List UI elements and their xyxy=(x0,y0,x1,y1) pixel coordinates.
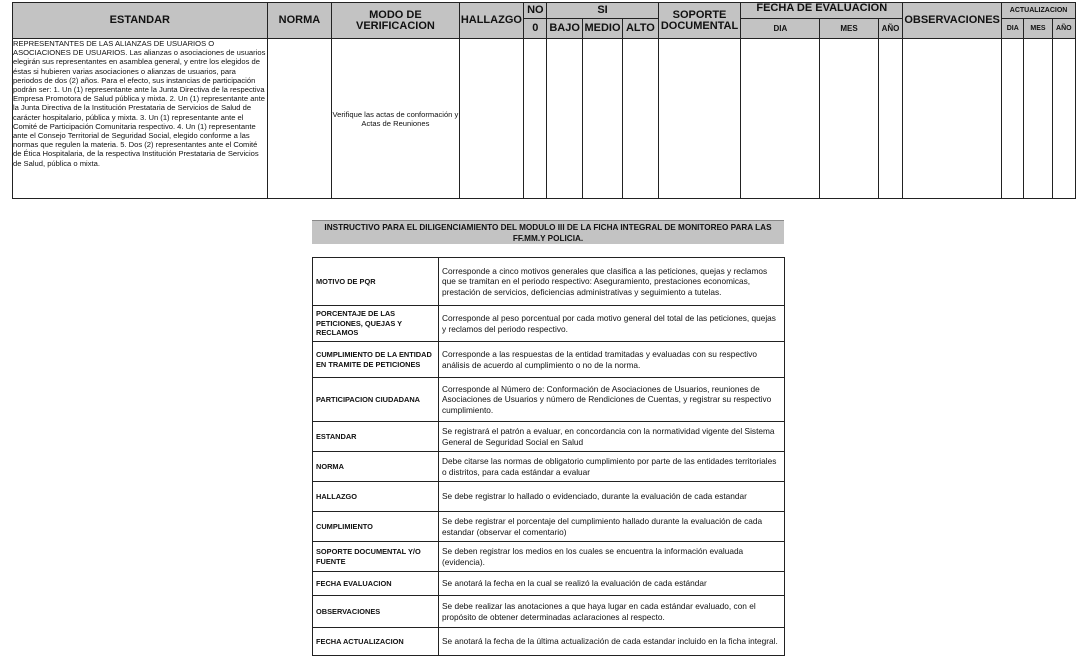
header-medio: MEDIO xyxy=(582,19,622,39)
term-fecha-actualizacion: FECHA ACTUALIZACION xyxy=(313,628,439,656)
table-row xyxy=(313,342,785,378)
header-bajo: BAJO xyxy=(547,19,582,39)
desc-cumplimiento: Se debe registrar el porcentaje del cumplimiento hallado durante la evaluación de cada estandar (observar el comentario) xyxy=(439,512,785,542)
header-mes: MES xyxy=(820,19,879,39)
table-row xyxy=(313,542,785,572)
table-row xyxy=(313,596,785,628)
term-porcentaje: PORCENTAJE DE LAS PETICIONES, QUEJAS Y RECLAMOS xyxy=(313,306,439,342)
header-actualizacion-mes: MES xyxy=(1024,19,1052,39)
table-row xyxy=(313,512,785,542)
header-dia: DIA xyxy=(741,19,820,39)
term-participacion: PARTICIPACION CIUDADANA xyxy=(313,378,439,422)
header-soporte-documental: SOPORTE DOCUMENTAL xyxy=(658,3,741,39)
term-observaciones: OBSERVACIONES xyxy=(313,596,439,628)
actualizacion-mes-cell xyxy=(1024,39,1052,199)
table-row xyxy=(313,258,785,306)
bajo-cell xyxy=(547,39,582,199)
term-cumplimiento: CUMPLIMIENTO xyxy=(313,512,439,542)
hallazgo-cell xyxy=(459,39,524,199)
table-row xyxy=(313,452,785,482)
header-no: NO xyxy=(524,3,547,19)
norma-cell xyxy=(267,39,332,199)
desc-fecha-actualizacion: Se anotará la fecha de la última actualización de cada estandar incluido en la ficha integral. xyxy=(439,628,785,656)
desc-porcentaje: Corresponde al peso porcentual por cada motivo general del total de las peticiones, quejas y reclamos del periodo respectivo. xyxy=(439,306,785,342)
header-alto: ALTO xyxy=(623,19,658,39)
desc-observaciones: Se debe realizar las anotaciones a que haya lugar en cada estándar evaluado, con el propósito de obtener determinadas aclaraciones al respecto. xyxy=(439,596,785,628)
desc-norma: Debe citarse las normas de obligatorio cumplimiento por parte de las entidades territoriales o distritos, para cada estándar a evaluar xyxy=(439,452,785,482)
table-row xyxy=(313,378,785,422)
table-row xyxy=(313,572,785,596)
term-estandar: ESTANDAR xyxy=(313,422,439,452)
table-row xyxy=(13,39,1076,199)
header-modo-verificacion: MODO DE VERIFICACION xyxy=(332,3,459,39)
term-hallazgo: HALLAZGO xyxy=(313,482,439,512)
header-hallazgo: HALLAZGO xyxy=(459,3,524,39)
header-si: SI xyxy=(547,3,658,19)
table-row xyxy=(313,422,785,452)
fecha-dia-cell xyxy=(741,39,820,199)
header-cero: 0 xyxy=(524,19,547,39)
desc-fecha-evaluacion: Se anotará la fecha en la cual se realizó la evaluación de cada estándar xyxy=(439,572,785,596)
header-estandar: ESTANDAR xyxy=(13,3,268,39)
term-cumplimiento-entidad: CUMPLIMIENTO DE LA ENTIDAD EN TRAMITE DE PETICIONES xyxy=(313,342,439,378)
alto-cell xyxy=(623,39,658,199)
header-actualizacion-dia: DIA xyxy=(1002,19,1024,39)
desc-soporte-documental: Se deben registrar los medios en los cuales se encuentra la información evaluada (evidencia). xyxy=(439,542,785,572)
fecha-ano-cell xyxy=(878,39,902,199)
actualizacion-ano-cell xyxy=(1052,39,1075,199)
actualizacion-dia-cell xyxy=(1002,39,1024,199)
desc-cumplimiento-entidad: Corresponde a las respuestas de la entidad tramitadas y evaluadas con su respectivo análisis de acuerdo al cumplimiento o no de la norma. xyxy=(439,342,785,378)
table-row xyxy=(313,482,785,512)
evaluation-table xyxy=(12,2,1076,199)
table-row xyxy=(313,306,785,342)
estandar-cell: REPRESENTANTES DE LAS ALIANZAS DE USUARIOS O ASOCIACIONES DE USUARIOS. Las alianzas o asociaciones de usuarios elegirán sus representantes en asamblea general, y entre los elegidos de éstas si hubieren varias asociaciones o alianzas de usuarios, para periodos de dos (2) años. Para el efecto, sus instancias de participación podrán ser: 1. Un (1) representante ante la Junta Directiva de la respectiva Empresa Promotora de Salud pública y mixta. 2. Un (1) representante ante la Junta Directiva de la Institución Prestataria de Servicios de Salud de carácter hospitalario, pública y mixta. 3. Un (1) representante ante el Comité de Participación Comunitaria respectivo. 4. Un (1) representante ante el Consejo Territorial de Seguridad Social, elegido conforme a las normas que regulen la materia. 5. Dos (2) representantes ante el Comité de Ética Hospitalaria, de la respectiva Institución Prestataria de Servicios de Salud, pública o mixta. xyxy=(13,39,268,199)
header-norma: NORMA xyxy=(267,3,332,39)
no-cell xyxy=(524,39,547,199)
desc-motivo-pqr: Corresponde a cinco motivos generales que clasifica a las peticiones, quejas y reclamos que se tramitan en el periodo respectivo: Aseguramiento, prestaciones economicas, prestación de servicios, deficiencias administrativas y seguimiento a tutelas. xyxy=(439,258,785,306)
header-observaciones: OBSERVACIONES xyxy=(903,3,1002,39)
table-row xyxy=(313,628,785,656)
term-fecha-evaluacion: FECHA EVALUACION xyxy=(313,572,439,596)
header-actualizacion-ano: AÑO xyxy=(1052,19,1075,39)
term-norma: NORMA xyxy=(313,452,439,482)
desc-hallazgo: Se debe registrar lo hallado o evidenciado, durante la evaluación de cada estandar xyxy=(439,482,785,512)
header-ano: AÑO xyxy=(878,19,902,39)
instructivo-table xyxy=(312,257,785,656)
fecha-mes-cell xyxy=(820,39,879,199)
header-actualizacion: ACTUALIZACION xyxy=(1002,3,1076,19)
term-motivo-pqr: MOTIVO DE PQR xyxy=(313,258,439,306)
desc-estandar: Se registrará el patrón a evaluar, en concordancia con la normatividad vigente del Sistema General de Seguridad Social en Salud xyxy=(439,422,785,452)
instructivo-title: INSTRUCTIVO PARA EL DILIGENCIAMIENTO DEL MODULO III DE LA FICHA INTEGRAL DE MONITOREO PARA LAS FF.MM.Y POLICIA. xyxy=(312,220,784,244)
medio-cell xyxy=(582,39,622,199)
observaciones-cell xyxy=(903,39,1002,199)
desc-participacion: Corresponde al Número de: Conformación de Asociaciones de Usuarios, reuniones de Asociaciones de Usuarios y número de Rendiciones de Cuentas, y registrar su respectivo cumplimiento. xyxy=(439,378,785,422)
term-soporte-documental: SOPORTE DOCUMENTAL Y/O FUENTE xyxy=(313,542,439,572)
header-fecha-evaluacion: FECHA DE EVALUACION xyxy=(741,3,903,19)
modo-verificacion-cell: Verifique las actas de conformación y Actas de Reuniones xyxy=(332,39,459,199)
soporte-cell xyxy=(658,39,741,199)
